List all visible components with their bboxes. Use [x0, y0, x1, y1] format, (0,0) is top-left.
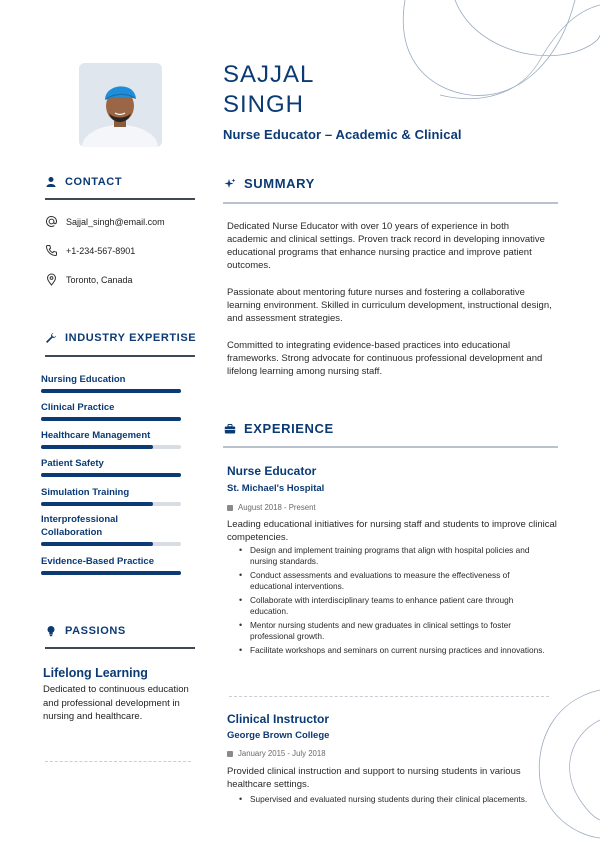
- summary-heading: [224, 176, 315, 191]
- skill-bar: [41, 417, 181, 421]
- contact-heading: [45, 176, 122, 188]
- skill-bar: [41, 571, 181, 575]
- skill-bar: [41, 542, 181, 546]
- job-organization: George Brown College: [227, 730, 330, 741]
- location-pin-icon: [45, 273, 58, 286]
- contact-location: [45, 273, 133, 286]
- skill-label: Simulation Training: [41, 487, 130, 498]
- skill-bar-fill: [41, 473, 181, 477]
- job-dates: [227, 503, 316, 512]
- summary-paragraph: Dedicated Nurse Educator with over 10 years of experience in both academic and clinical settings. Proven track record in developing innovative educational programs that enhance nursing practice and improve patient outcomes.: [227, 221, 545, 271]
- job-title: Nurse Educator: [227, 464, 317, 478]
- briefcase-icon: [224, 423, 236, 435]
- expertise-heading: [45, 332, 196, 344]
- skill-bar-fill: [41, 417, 181, 421]
- person-icon: [45, 176, 57, 188]
- contact-phone-text: +1-234-567-8901: [66, 245, 136, 256]
- job-bullet: • Collaborate with interdisciplinary teams to enhance patient care through education.: [238, 595, 553, 617]
- skill-simulation-training: [41, 486, 186, 499]
- contact-email-text: Sajjal_singh@email.com: [66, 216, 165, 227]
- job-dates-text: August 2018 - Present: [238, 503, 316, 512]
- job-bullet: • Conduct assessments and evaluations to measure the effectiveness of educational interventions.: [238, 570, 553, 592]
- skill-bar-fill: [41, 389, 181, 393]
- skill-patient-safety: [41, 457, 186, 470]
- skill-healthcare-management: [41, 429, 186, 442]
- job-bullet: • Supervised and evaluated nursing students during their clinical placements.: [238, 794, 553, 805]
- skill-label: Healthcare Management: [41, 430, 151, 441]
- skill-bar: [41, 445, 181, 449]
- name-first: SAJJAL: [223, 61, 315, 88]
- passion-title: Lifelong Learning: [43, 666, 148, 680]
- job-description: Provided clinical instruction and support to nursing students in various healthcare settings.: [227, 766, 521, 790]
- job-bullet: • Design and implement training programs that align with hospital policies and nursing standards.: [238, 545, 553, 567]
- skill-label: Evidence-Based Practice: [41, 556, 155, 567]
- expertise-divider: [45, 355, 195, 357]
- job-bullet: • Mentor nursing students and new graduates in clinical settings to foster professional growth.: [238, 620, 553, 642]
- summary-divider: [223, 202, 558, 204]
- passions-heading: [45, 625, 126, 637]
- skill-label: Clinical Practice: [41, 402, 115, 413]
- job-divider-dotted: [229, 696, 549, 697]
- contact-divider: [45, 198, 195, 200]
- passions-heading-label: PASSIONS: [65, 625, 126, 637]
- at-icon: [45, 215, 58, 228]
- summary-paragraph: Passionate about mentoring future nurses and fostering a collaborative learning environment. Skilled in curriculum development, instructional design, and assessment strategies.: [227, 287, 552, 324]
- phone-icon: [45, 244, 58, 257]
- skill-label: Interprofessional Collaboration: [41, 514, 119, 538]
- skill-nursing-education: [41, 373, 186, 386]
- lightbulb-icon: [45, 625, 57, 637]
- candidate-name: [223, 60, 423, 120]
- contact-location-text: Toronto, Canada: [66, 274, 133, 285]
- experience-heading-label: EXPERIENCE: [244, 421, 334, 436]
- skill-clinical-practice: [41, 401, 186, 414]
- job-dates-text: January 2015 - July 2018: [238, 749, 326, 758]
- job-bullet-list: [238, 545, 553, 659]
- skill-bar: [41, 473, 181, 477]
- summary-paragraph: Committed to integrating evidence-based practices into educational frameworks. Strong advocate for continuous professional development and lifelong learning among nursing staff.: [227, 340, 543, 377]
- passion-description: Dedicated to continuous education and professional development in nursing and healthcare.: [43, 684, 189, 722]
- skill-bar-fill: [41, 502, 153, 506]
- job-role-title: Nurse Educator – Academic & Clinical: [223, 127, 462, 142]
- job-dates: [227, 749, 326, 758]
- skill-bar: [41, 502, 181, 506]
- experience-heading: [224, 421, 334, 436]
- sparkle-icon: [224, 178, 236, 190]
- contact-heading-label: CONTACT: [65, 176, 123, 188]
- calendar-icon: [227, 505, 233, 511]
- job-description: Leading educational initiatives for nursing staff and students to improve clinical competencies.: [227, 519, 557, 543]
- skill-bar-fill: [41, 571, 181, 575]
- skill-evidence-based-practice: [41, 555, 186, 568]
- wrench-icon: [45, 332, 57, 344]
- skill-label: Nursing Education: [41, 374, 126, 385]
- job-title: Clinical Instructor: [227, 712, 330, 726]
- experience-divider: [223, 446, 558, 448]
- summary-heading-label: SUMMARY: [244, 176, 315, 191]
- expertise-heading-label: INDUSTRY EXPERTISE: [65, 332, 197, 344]
- calendar-icon: [227, 751, 233, 757]
- contact-email[interactable]: [45, 215, 165, 228]
- contact-phone[interactable]: [45, 244, 135, 257]
- skill-label: Patient Safety: [41, 458, 104, 469]
- profile-photo: [79, 63, 162, 147]
- skill-bar: [41, 389, 181, 393]
- job-bullet: • Facilitate workshops and seminars on current nursing practices and innovations.: [238, 645, 553, 656]
- passions-divider: [45, 647, 195, 649]
- passion-divider-dotted: [45, 761, 191, 762]
- skill-bar-fill: [41, 445, 153, 449]
- job-organization: St. Michael's Hospital: [227, 483, 325, 494]
- name-last: SINGH: [223, 91, 305, 118]
- job-bullet-list: [238, 794, 553, 808]
- skill-bar-fill: [41, 542, 153, 546]
- skill-interprofessional-collaboration: [41, 513, 166, 539]
